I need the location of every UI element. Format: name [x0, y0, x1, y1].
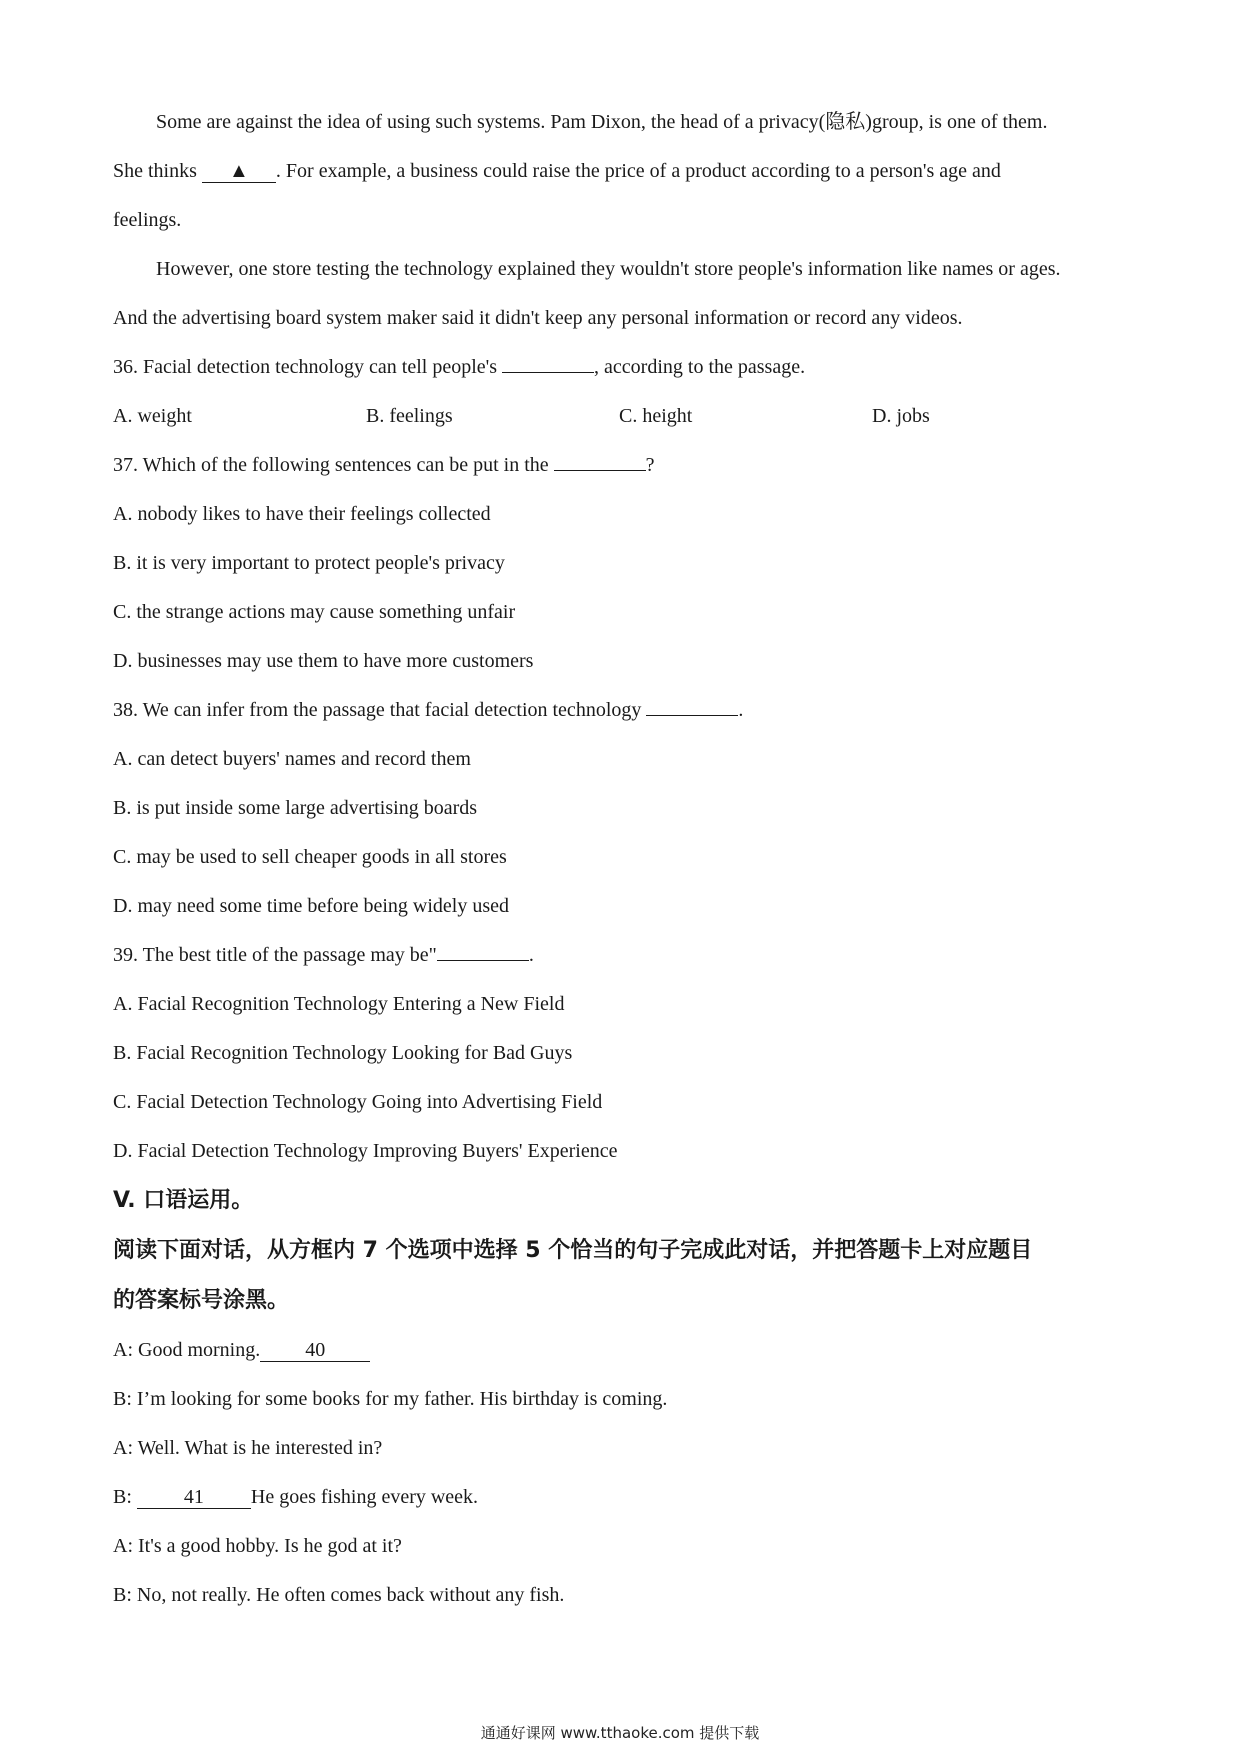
question-text: 37. Which of the following sentences can be put in the: [113, 454, 554, 476]
dialogue-text: He goes fishing every week.: [250, 1486, 479, 1508]
option-b: B. feelings: [366, 405, 453, 427]
option-b: B. it is very important to protect people's privacy: [113, 552, 505, 574]
question-text: 36. Facial detection technology can tell people's: [113, 356, 503, 378]
answer-blank: [554, 470, 646, 471]
passage-text: She thinks: [113, 160, 202, 182]
option-d: D. Facial Detection Technology Improving Buyers' Experience: [113, 1140, 618, 1162]
answer-blank-40: 40: [260, 1339, 370, 1362]
dialogue-line: [113, 1473, 1143, 1522]
answer-blank: [437, 960, 529, 961]
option-c: C. height: [619, 405, 693, 427]
answer-blank: [646, 715, 738, 716]
page-footer: 通通好课网 www.tthaoke.com 提供下载: [480, 1724, 760, 1742]
passage-line: And the advertising board system maker said it didn't keep any personal information or record any videos.: [113, 307, 963, 329]
question-text: , according to the passage.: [594, 356, 806, 378]
question-36-stem: [113, 343, 1143, 392]
option-a: A. weight: [113, 405, 192, 427]
dialogue-line: B: No, not really. He often comes back without any fish.: [113, 1584, 565, 1606]
dialogue-line: A: Well. What is he interested in?: [113, 1437, 383, 1459]
option-d: D. businesses may use them to have more customers: [113, 650, 534, 672]
question-37-stem: [113, 441, 1143, 490]
option-d: D. may need some time before being widely used: [113, 895, 509, 917]
dialogue-line: B: I’m looking for some books for my father. His birthday is coming.: [113, 1388, 668, 1410]
question-text: 38. We can infer from the passage that facial detection technology: [113, 699, 647, 721]
option-c: C. may be used to sell cheaper goods in all stores: [113, 846, 507, 868]
option-d: D. jobs: [872, 405, 930, 427]
answer-blank-41: 41: [137, 1486, 251, 1509]
question-36-options: [113, 392, 1143, 441]
question-39-stem: [113, 931, 1143, 980]
option-c: C. the strange actions may cause something unfair: [113, 601, 516, 623]
document-body: [113, 98, 1143, 1620]
option-a: A. can detect buyers' names and record them: [113, 748, 471, 770]
option-a: A. nobody likes to have their feelings collected: [113, 503, 491, 525]
question-text: ?: [645, 454, 655, 476]
answer-blank: [502, 372, 594, 373]
question-text: .: [738, 699, 744, 721]
option-a: A. Facial Recognition Technology Entering a New Field: [113, 993, 565, 1015]
section-title: V. 口语运用。: [113, 1188, 254, 1213]
passage-line: However, one store testing the technology explained they wouldn't store people's information like names or ages.: [156, 258, 1061, 280]
passage-line: feelings.: [113, 209, 182, 231]
dialogue-text: B:: [113, 1486, 137, 1508]
question-38-stem: [113, 686, 1143, 735]
option-c: C. Facial Detection Technology Going into Advertising Field: [113, 1091, 603, 1113]
passage-text: . For example, a business could raise the price of a product according to a person's age and: [275, 160, 1001, 182]
option-b: B. is put inside some large advertising boards: [113, 797, 478, 819]
passage-line: [113, 147, 1143, 196]
passage-line: Some are against the idea of using such systems. Pam Dixon, the head of a privacy(隐私)group, is one of them.: [156, 111, 1048, 133]
section-instruction: 阅读下面对话，从方框内 7 个选项中选择 5 个恰当的句子完成此对话，并把答题卡上对应题目: [113, 1238, 1033, 1263]
dialogue-line: A: It's a good hobby. Is he god at it?: [113, 1535, 402, 1557]
question-text: 39. The best title of the passage may be": [113, 944, 437, 966]
dialogue-text: A: Good morning.: [113, 1339, 261, 1361]
dialogue-line: [113, 1326, 1143, 1375]
triangle-blank: ▲: [202, 160, 276, 183]
option-b: B. Facial Recognition Technology Looking for Bad Guys: [113, 1042, 573, 1064]
section-instruction: 的答案标号涂黑。: [113, 1288, 290, 1313]
question-text: .: [528, 944, 534, 966]
